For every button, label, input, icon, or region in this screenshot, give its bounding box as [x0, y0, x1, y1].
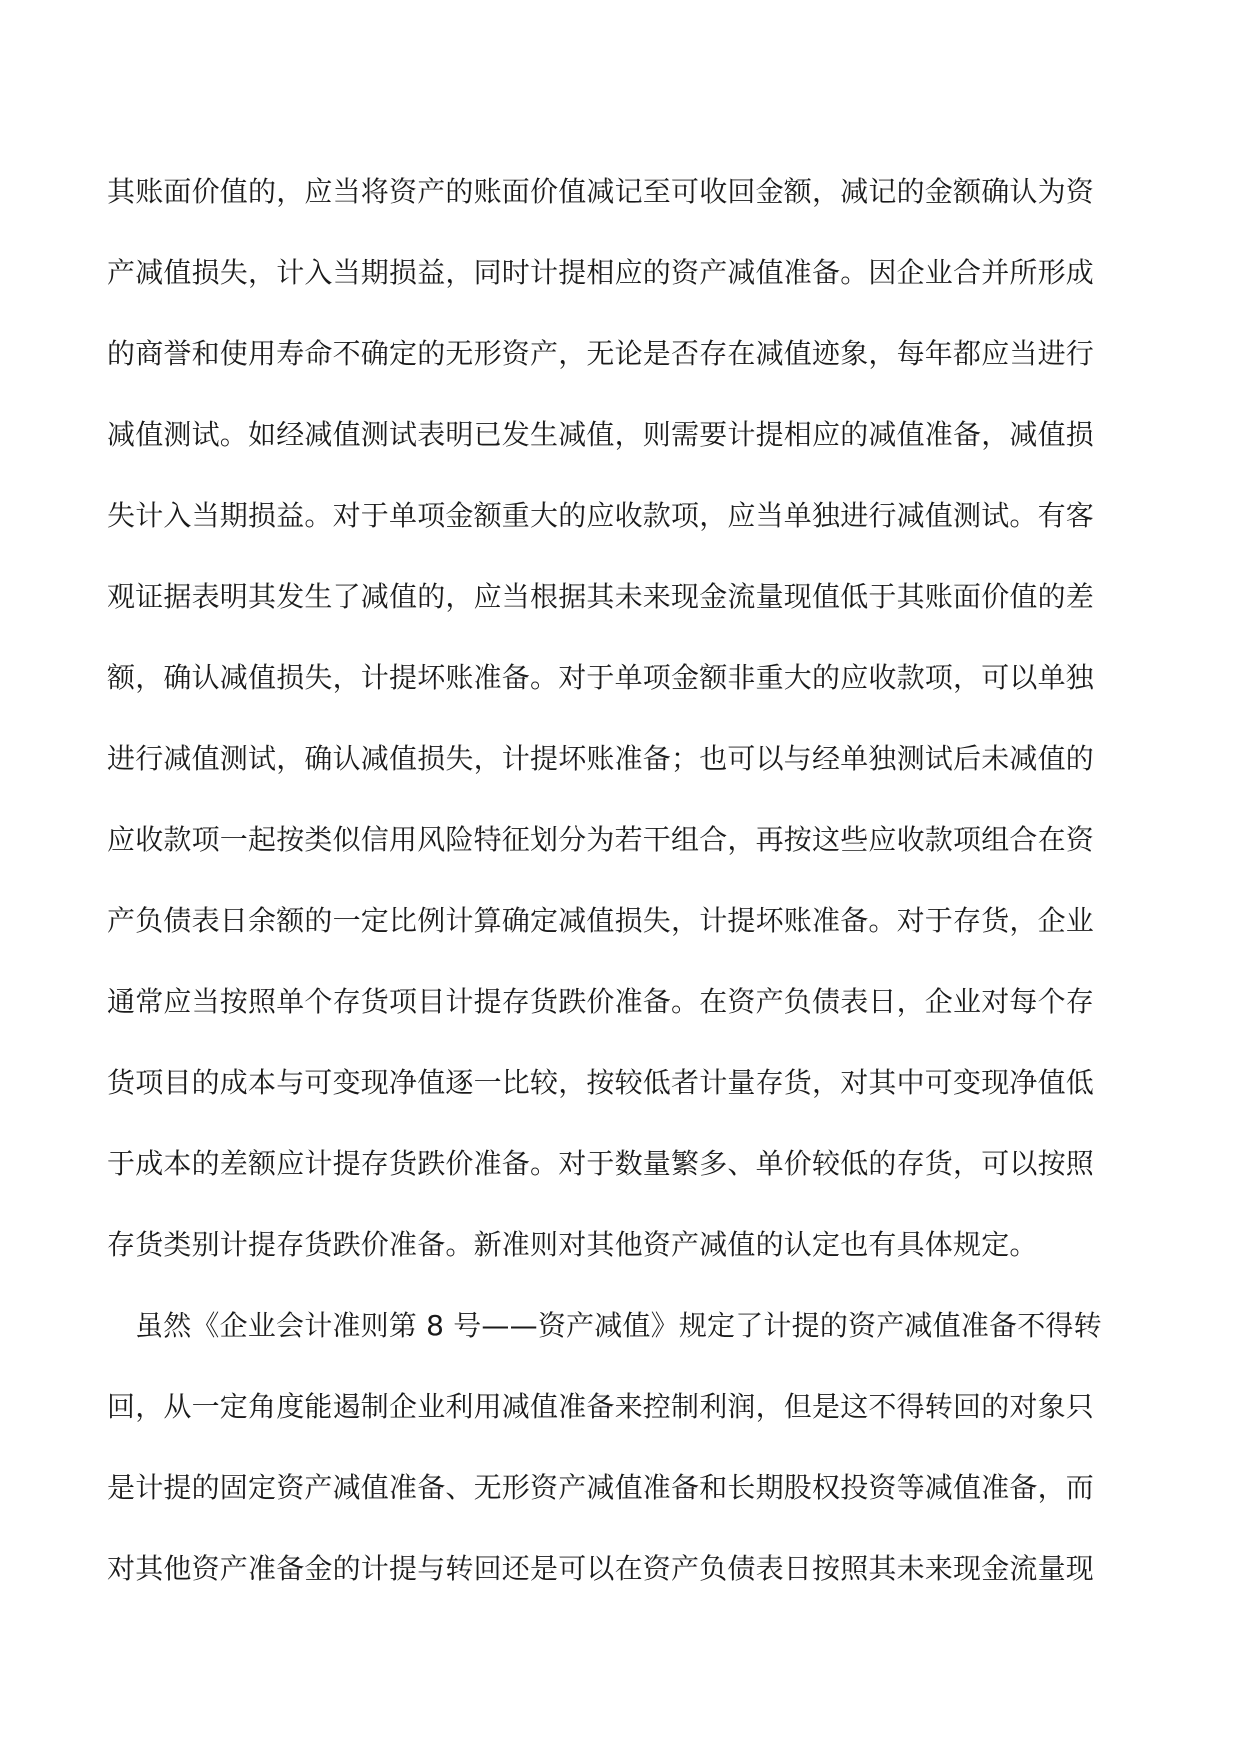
text-line: 回，从一定角度能遏制企业利用减值准备来控制利润，但是这不得转回的对象只	[107, 1390, 1095, 1423]
text-line: 观证据表明其发生了减值的，应当根据其未来现金流量现值低于其账面价值的差	[107, 580, 1095, 613]
text-line: 的商誉和使用寿命不确定的无形资产，无论是否存在减值迹象，每年都应当进行	[107, 337, 1095, 370]
paragraph-start-line: 虽然《企业会计准则第 8 号——资产减值》规定了计提的资产减值准备不得转	[135, 1309, 1102, 1342]
text-line: 是计提的固定资产减值准备、无形资产减值准备和长期股权投资等减值准备，而	[107, 1471, 1095, 1504]
text-line: 失计入当期损益。对于单项金额重大的应收款项，应当单独进行减值测试。有客	[107, 499, 1095, 532]
text-line: 其账面价值的，应当将资产的账面价值减记至可收回金额，减记的金额确认为资	[107, 175, 1095, 208]
text-line: 于成本的差额应计提存货跌价准备。对于数量繁多、单价较低的存货，可以按照	[107, 1147, 1095, 1180]
text-line: 减值测试。如经减值测试表明已发生减值，则需要计提相应的减值准备，减值损	[107, 418, 1095, 451]
text-line: 通常应当按照单个存货项目计提存货跌价准备。在资产负债表日，企业对每个存	[107, 985, 1095, 1018]
text-line: 应收款项一起按类似信用风险特征划分为若干组合，再按这些应收款项组合在资	[107, 823, 1095, 856]
text-line: 对其他资产准备金的计提与转回还是可以在资产负债表日按照其未来现金流量现	[107, 1552, 1095, 1585]
text-line: 货项目的成本与可变现净值逐一比较，按较低者计量存货，对其中可变现净值低	[107, 1066, 1095, 1099]
text-line: 存货类别计提存货跌价准备。新准则对其他资产减值的认定也有具体规定。	[107, 1228, 1038, 1261]
text-line: 进行减值测试，确认减值损失，计提坏账准备；也可以与经单独测试后未减值的	[107, 742, 1095, 775]
text-line: 产减值损失，计入当期损益，同时计提相应的资产减值准备。因企业合并所形成	[107, 256, 1095, 289]
text-line: 额，确认减值损失，计提坏账准备。对于单项金额非重大的应收款项，可以单独	[107, 661, 1095, 694]
body-text	[107, 151, 1137, 1609]
text-line: 产负债表日余额的一定比例计算确定减值损失，计提坏账准备。对于存货，企业	[107, 904, 1095, 937]
